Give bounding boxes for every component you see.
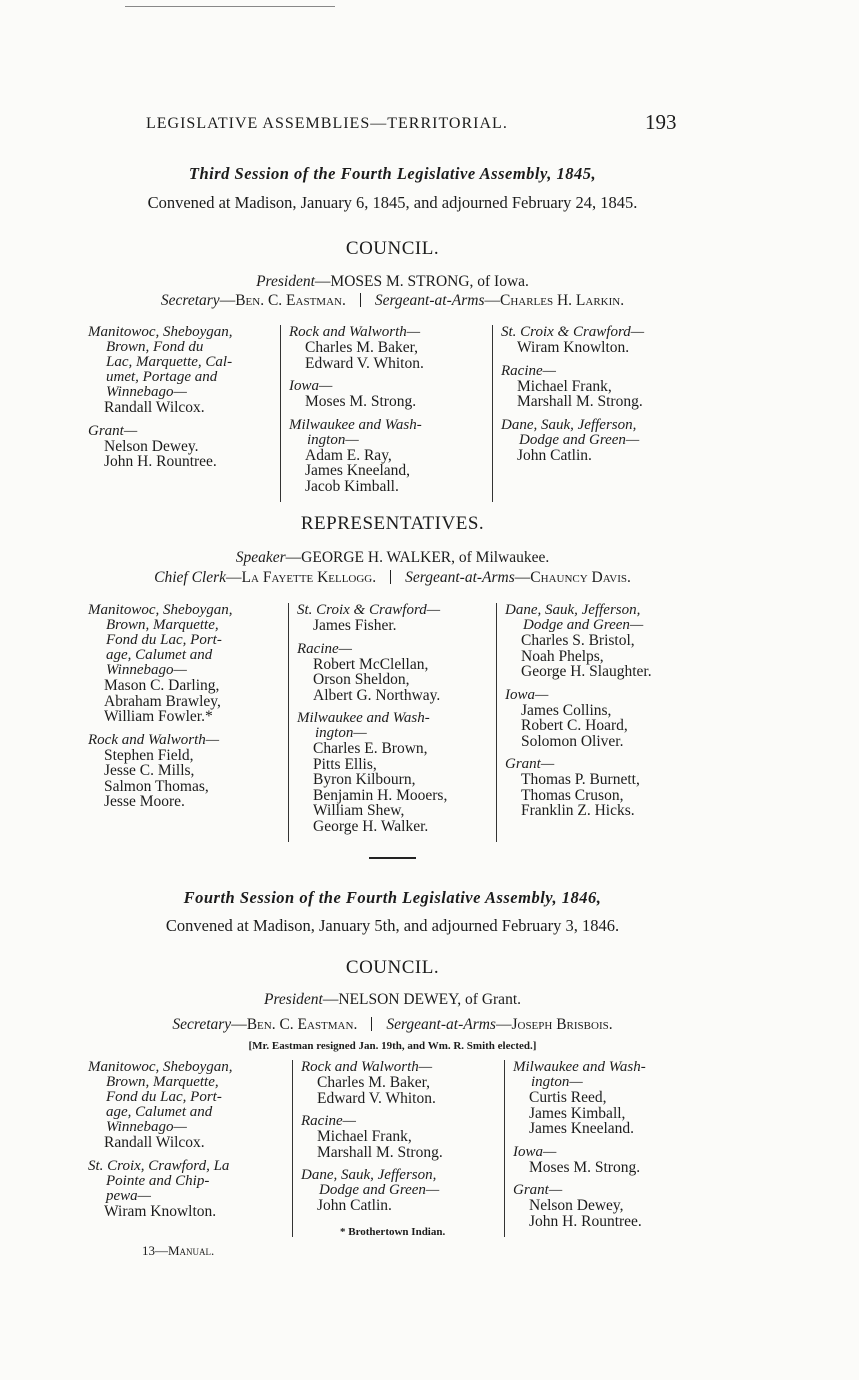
sergeant-name: —Charles H. Larkin. xyxy=(484,292,625,309)
sergeant-label: Sergeant-at-Arms xyxy=(386,1016,496,1033)
district-line: Fond du Lac, Port- xyxy=(106,1089,222,1105)
district-name xyxy=(513,1183,705,1198)
member-name: John H. Rountree. xyxy=(529,1212,642,1230)
district-group xyxy=(501,418,704,464)
district-line: Winnebago— xyxy=(106,662,187,678)
district-group xyxy=(513,1145,705,1176)
district-line: Rock and Walworth— xyxy=(88,731,220,748)
member-name: William Fowler.* xyxy=(104,708,213,725)
member-name: Stephen Field, xyxy=(104,746,194,764)
district-line: age, Calumet and xyxy=(106,1104,213,1120)
session1-council-president xyxy=(80,273,705,291)
district-name xyxy=(289,418,492,448)
district-line: Fond du Lac, Port- xyxy=(106,632,222,648)
district-line: Iowa— xyxy=(505,686,549,703)
district-name xyxy=(501,418,704,448)
member-name: James Fisher. xyxy=(313,617,397,634)
officer-divider xyxy=(390,570,391,584)
district-line: ington— xyxy=(307,431,359,448)
sergeant-label: Sergeant-at-Arms xyxy=(374,292,485,309)
member-name: Nelson Dewey, xyxy=(529,1197,624,1214)
member-name: Albert G. Northway. xyxy=(313,686,441,704)
member-name: Marshall M. Strong. xyxy=(317,1143,443,1161)
member-name: Marshall M. Strong. xyxy=(517,393,643,410)
member-name: William Shew, xyxy=(313,802,405,819)
column xyxy=(280,325,492,502)
president-label: President xyxy=(256,273,315,290)
session2-council-heading: COUNCIL. xyxy=(345,957,440,978)
district-name xyxy=(297,642,496,657)
session1-council-heading: COUNCIL. xyxy=(345,238,440,259)
district-group xyxy=(289,379,492,410)
member-name: George H. Slaughter. xyxy=(521,663,652,680)
district-group xyxy=(289,418,492,495)
district-group xyxy=(505,688,705,750)
column xyxy=(80,325,280,502)
district-line: Brown, Fond du xyxy=(106,339,204,355)
district-line: Manitowoc, Sheboygan, xyxy=(88,602,233,618)
member-name: Pitts Ellis, xyxy=(313,755,377,773)
member-name: Wiram Knowlton. xyxy=(517,339,630,356)
district-name xyxy=(301,1060,504,1075)
session2-title: Fourth Session of the Fourth Legislative Assembly, 1846, xyxy=(183,888,602,907)
session1-council-officers xyxy=(80,292,705,310)
district-line: Iowa— xyxy=(289,378,333,394)
district-group xyxy=(88,325,280,416)
member-name: Charles S. Bristol, xyxy=(521,632,635,649)
district-name xyxy=(289,325,492,340)
session2-council-president xyxy=(80,991,705,1009)
session1-council-columns xyxy=(80,325,705,502)
district-line: Winnebago— xyxy=(106,1119,187,1135)
district-name xyxy=(301,1168,504,1198)
district-line: Dane, Sauk, Jefferson, xyxy=(501,416,637,433)
section-divider xyxy=(369,857,416,859)
district-group xyxy=(501,364,704,410)
officer-divider xyxy=(360,293,361,307)
member-name: Charles E. Brown, xyxy=(313,740,428,757)
session1-title: Third Session of the Fourth Legislative Assembly, 1845, xyxy=(188,164,597,183)
district-line: Milwaukee and Wash- xyxy=(289,416,422,433)
member-name: John H. Rountree. xyxy=(104,453,217,470)
district-line: Dodge and Green— xyxy=(519,431,640,448)
district-group xyxy=(297,603,496,634)
district-name xyxy=(301,1114,504,1129)
member-name: George H. Walker. xyxy=(313,817,429,835)
session2-council-columns xyxy=(80,1060,705,1237)
member-name: Byron Kilbourn, xyxy=(313,771,416,788)
member-name: Thomas P. Burnett, xyxy=(521,771,640,788)
speaker-label: Speaker xyxy=(235,549,286,566)
district-name xyxy=(88,733,288,748)
secretary-label: Secretary xyxy=(160,292,220,309)
page-number: 193 xyxy=(645,110,677,134)
member-name: Adam E. Ray, xyxy=(305,446,392,464)
district-line: age, Calumet and xyxy=(106,647,213,663)
district-name xyxy=(88,603,288,678)
district-group xyxy=(501,325,704,356)
district-group xyxy=(513,1060,705,1137)
district-group xyxy=(297,642,496,704)
district-line: Rock and Walworth— xyxy=(301,1059,433,1075)
member-name: James Kneeland. xyxy=(529,1120,635,1137)
column xyxy=(80,603,288,842)
member-name: Noah Phelps, xyxy=(521,647,604,665)
district-group xyxy=(301,1060,504,1106)
district-name xyxy=(501,325,704,340)
district-group xyxy=(88,1159,292,1220)
district-line: Iowa— xyxy=(513,1143,557,1160)
district-line: Manitowoc, Sheboygan, xyxy=(88,1059,233,1075)
member-name: Curtis Reed, xyxy=(529,1089,607,1106)
running-head xyxy=(80,110,705,140)
member-name: Randall Wilcox. xyxy=(104,1134,205,1151)
district-line: Dane, Sauk, Jefferson, xyxy=(505,602,641,618)
district-line: Grant— xyxy=(88,422,138,439)
member-name: Charles M. Baker, xyxy=(305,339,419,356)
district-name xyxy=(505,603,705,633)
district-group xyxy=(301,1114,504,1160)
district-name xyxy=(513,1060,705,1090)
district-group xyxy=(88,1060,292,1151)
member-name: John Catlin. xyxy=(317,1197,392,1214)
member-name: Abraham Brawley, xyxy=(104,692,221,710)
district-name xyxy=(297,603,496,618)
district-line: Milwaukee and Wash- xyxy=(297,710,430,726)
district-group xyxy=(505,757,705,819)
secretary-note: [Mr. Eastman resigned Jan. 19th, and Wm. R. Smith elected.] xyxy=(248,1040,537,1052)
district-line: Racine— xyxy=(297,640,352,657)
sergeant-label: Sergeant-at-Arms xyxy=(405,569,515,586)
member-name: Nelson Dewey. xyxy=(104,437,199,455)
president-name: —NELSON DEWEY, of Grant. xyxy=(322,991,521,1008)
column xyxy=(504,1060,705,1237)
member-name: Salmon Thomas, xyxy=(104,777,209,795)
district-line: Brown, Marquette, xyxy=(106,1074,219,1090)
district-group xyxy=(88,603,288,725)
sergeant-name: —Chauncy Davis. xyxy=(514,569,631,586)
district-line: Dane, Sauk, Jefferson, xyxy=(301,1167,437,1183)
clerk-label: Chief Clerk xyxy=(154,569,227,586)
district-group xyxy=(301,1168,504,1214)
district-group xyxy=(513,1183,705,1229)
member-name: James Collins, xyxy=(521,701,612,719)
member-name: Michael Frank, xyxy=(317,1128,412,1145)
column xyxy=(292,1060,504,1237)
member-name: Edward V. Whiton. xyxy=(305,354,424,372)
district-group xyxy=(289,325,492,371)
member-name: James Kneeland, xyxy=(305,462,411,479)
president-name: —MOSES M. STRONG, of Iowa. xyxy=(314,273,529,290)
member-name: Jacob Kimball. xyxy=(305,477,399,495)
member-name: John Catlin. xyxy=(517,446,592,464)
district-line: Racine— xyxy=(301,1113,356,1129)
member-name: Jesse Moore. xyxy=(104,793,185,810)
member-name: Robert C. Hoard, xyxy=(521,717,628,734)
district-line: Grant— xyxy=(505,756,555,772)
speaker-name: —GEORGE H. WALKER, of Milwaukee. xyxy=(285,549,550,566)
session1-convened: Convened at Madison, January 6, 1845, and adjourned February 24, 1845. xyxy=(147,193,638,212)
district-line: St. Croix & Crawford— xyxy=(501,324,645,340)
running-title: LEGISLATIVE ASSEMBLIES—TERRITORIAL. xyxy=(146,115,508,132)
district-name xyxy=(501,364,704,379)
column xyxy=(80,1060,292,1237)
footer-manual: 13—Manual. xyxy=(142,1243,215,1258)
member-name: Franklin Z. Hicks. xyxy=(521,802,635,819)
secretary-label: Secretary xyxy=(172,1016,232,1033)
sergeant-name: —Joseph Brisbois. xyxy=(495,1016,613,1033)
member-name: Mason C. Darling, xyxy=(104,677,220,694)
district-line: Dodge and Green— xyxy=(523,617,644,633)
officer-divider xyxy=(371,1017,372,1031)
member-name: Benjamin H. Mooers, xyxy=(313,786,448,804)
column xyxy=(288,603,496,842)
district-line: Rock and Walworth— xyxy=(289,324,421,340)
district-name xyxy=(505,688,705,703)
member-name: Edward V. Whiton. xyxy=(317,1089,436,1107)
session1-representatives-heading: REPRESENTATIVES. xyxy=(300,513,485,534)
district-group xyxy=(297,711,496,834)
member-name: Moses M. Strong. xyxy=(305,393,417,410)
member-name: Moses M. Strong. xyxy=(529,1158,641,1176)
member-name: Robert McClellan, xyxy=(313,655,429,673)
page xyxy=(80,0,705,1380)
district-line: St. Croix, Crawford, La xyxy=(88,1157,230,1174)
district-line: ington— xyxy=(531,1074,583,1090)
clerk-name: —La Fayette Kellogg. xyxy=(226,569,377,586)
member-name: Solomon Oliver. xyxy=(521,732,624,750)
session2-convened: Convened at Madison, January 5th, and adjourned February 3, 1846. xyxy=(165,916,620,935)
district-line: ington— xyxy=(315,725,367,741)
member-name: Wiram Knowlton. xyxy=(104,1202,217,1220)
member-name: James Kimball, xyxy=(529,1104,626,1122)
member-name: Charles M. Baker, xyxy=(317,1074,431,1091)
district-line: St. Croix & Crawford— xyxy=(297,602,441,618)
district-name xyxy=(88,424,280,439)
district-name xyxy=(88,1060,292,1135)
member-name: Jesse C. Mills, xyxy=(104,762,195,779)
district-name xyxy=(505,757,705,772)
district-name xyxy=(297,711,496,741)
district-name xyxy=(513,1145,705,1160)
district-line: umet, Portage and xyxy=(106,369,218,385)
district-line: Winnebago— xyxy=(106,384,187,400)
secretary-name: —Ben. C. Eastman. xyxy=(231,1016,358,1033)
district-name xyxy=(88,1159,292,1204)
district-name xyxy=(88,325,280,400)
district-line: Dodge and Green— xyxy=(319,1182,440,1198)
district-line: Grant— xyxy=(513,1182,563,1198)
district-line: Pointe and Chip- xyxy=(106,1172,210,1189)
member-name: Thomas Cruson, xyxy=(521,786,624,804)
column xyxy=(496,603,705,842)
district-line: Racine— xyxy=(501,362,556,379)
session2-council-officers xyxy=(80,1016,705,1034)
session1-speaker xyxy=(80,549,705,567)
secretary-name: —Ben. C. Eastman. xyxy=(219,292,346,309)
session1-representatives-columns xyxy=(80,603,705,842)
district-line: Brown, Marquette, xyxy=(106,617,219,633)
footnote: * Brothertown Indian. xyxy=(340,1226,446,1238)
member-name: Michael Frank, xyxy=(517,377,612,395)
district-line: Milwaukee and Wash- xyxy=(513,1059,646,1075)
district-line: pewa— xyxy=(106,1187,151,1204)
member-name: Randall Wilcox. xyxy=(104,399,205,416)
session1-representatives-officers xyxy=(80,569,705,587)
district-line: Manitowoc, Sheboygan, xyxy=(88,324,233,340)
president-label: President xyxy=(263,991,323,1008)
member-name: Orson Sheldon, xyxy=(313,671,410,688)
district-line: Lac, Marquette, Cal- xyxy=(106,354,233,370)
district-group xyxy=(505,603,705,680)
district-group xyxy=(88,424,280,470)
district-group xyxy=(88,733,288,810)
district-name xyxy=(289,379,492,394)
column xyxy=(492,325,704,502)
